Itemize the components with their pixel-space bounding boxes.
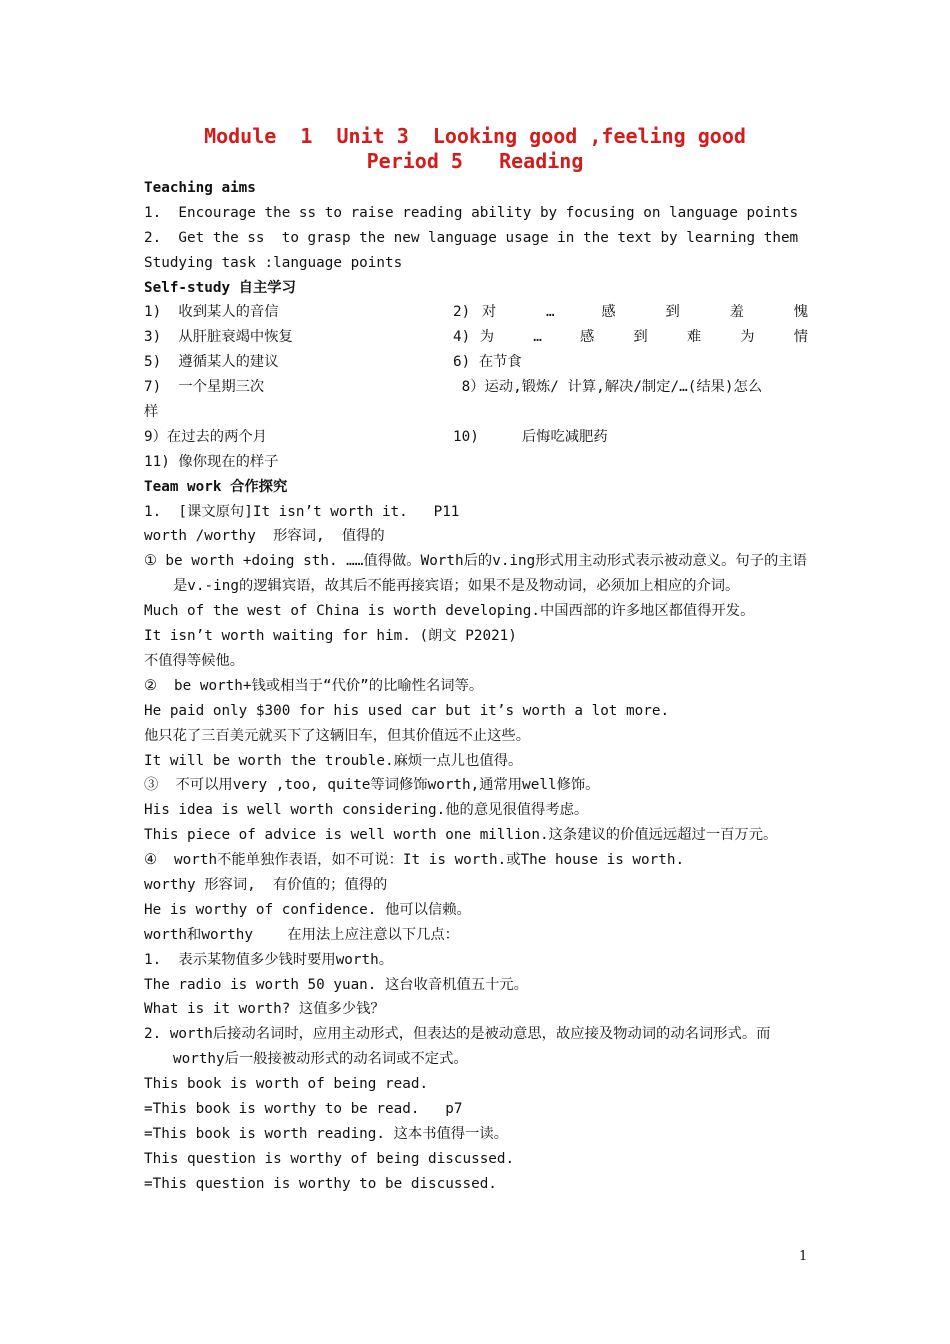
self-study-item-wrap: 样 [144,404,159,421]
text-line: His idea is well worth considering.他的意见很值得考虑。 [144,802,589,819]
text-line: 不值得等候他。 [144,652,245,669]
self-study-item: 1) 收到某人的音信 [144,304,279,321]
self-study-item: 2) 对 … 感 到 羞 愧 [453,304,808,321]
usage-point-3: ③ 不可以用very ,too, quite等词修饰worth,通常用well修饰。 [144,777,600,794]
self-study-item: 3) 从肝脏衰竭中恢复 [144,329,293,346]
text-line: 他只花了三百美元就买下了这辆旧车，但其价值远不止这些。 [144,727,531,744]
text-line: =This question is worthy to be discussed. [144,1175,497,1192]
text-line: What is it worth? 这值多少钱？ [144,1001,385,1018]
text-line: The radio is worth 50 yuan. 这台收音机值五十元。 [144,976,528,993]
text-line: 1. [课文原句]It isn’t worth it. P11 [144,503,460,520]
text-line: This piece of advice is well worth one million.这条建议的价值远远超过一百万元。 [144,827,778,844]
text-line: This book is worth of being read. [144,1076,429,1093]
text-line: =This book is worthy to be read. p7 [144,1101,463,1118]
self-study-item: 10) 后悔吃减肥药 [453,428,608,445]
text-line: 1. 表示某物值多少钱时要用worth。 [144,951,394,968]
self-study-item: 11) 像你现在的样子 [144,453,279,470]
self-study-item: 6) 在节食 [453,354,522,371]
usage-point-4: ④ worth不能单独作表语，如不可说：It is worth.或The house is worth. [144,852,685,869]
self-study-item: 8）运动,锻炼/ 计算,解决/制定/…(结果)怎么 [453,379,763,396]
text-line: worth /worthy 形容词, 值得的 [144,528,385,545]
aim-2: 2. Get the ss to grasp the new language usage in the text by learning them [144,229,799,246]
usage-point-2: ② be worth+钱或相当于“代价”的比喻性名词等。 [144,677,484,694]
text-line: This question is worthy of being discussed. [144,1150,515,1167]
self-study-heading: Self-study 自主学习 [144,279,296,296]
team-work-heading: Team work 合作探究 [144,478,288,495]
module-title: Module 1 Unit 3 Looking good ,feeling good [204,124,746,148]
self-study-row [144,425,808,450]
text-line: =This book is worth reading. 这本书值得一读。 [144,1125,508,1142]
document-body [144,176,808,1197]
self-study-row [144,350,808,375]
studying-task: Studying task :language points [144,254,403,271]
text-line: worthy 形容词, 有价值的；值得的 [144,876,388,893]
text-line: He is worthy of confidence. 他可以信赖。 [144,901,471,918]
self-study-row [144,325,808,350]
teaching-aims-heading: Teaching aims [144,180,256,196]
self-study-item: 9）在过去的两个月 [144,428,267,445]
aim-1: 1. Encourage the ss to raise reading ability by focusing on language points [144,204,799,221]
self-study-item: 4) 为 … 感 到 难 为 情 [453,329,808,346]
usage-note-2: 2. worth后接动名词时，应用主动形式，但表达的是被动意思，故应接及物动词的动名词形式。而worthy后一般接被动形式的动名词或不定式。 [144,1026,771,1068]
text-line: Much of the west of China is worth developing.中国西部的许多地区都值得开发。 [144,603,755,620]
self-study-item: 5) 遵循某人的建议 [144,354,279,371]
page-number: 1 [799,1249,808,1264]
text-line: worth和worthy 在用法上应注意以下几点： [144,926,459,943]
usage-point-1: ① be worth +doing sth. ……值得做。Worth后的v.ing形式用主动形式表示被动意义。句子的主语是v.-ing的逻辑宾语，故其后不能再接宾语；如果不是及物动词，必须加上相应的介词。 [144,553,807,595]
self-study-item: 7) 一个星期三次 [144,379,265,396]
self-study-row [144,300,808,325]
period-title: Period 5 Reading [366,149,584,173]
text-line: He paid only $300 for his used car but it’s worth a lot more. [144,702,670,719]
self-study-row [144,375,808,400]
text-line: It isn’t worth waiting for him. (朗文 P2021) [144,628,517,645]
text-line: It will be worth the trouble.麻烦一点儿也值得。 [144,752,523,769]
